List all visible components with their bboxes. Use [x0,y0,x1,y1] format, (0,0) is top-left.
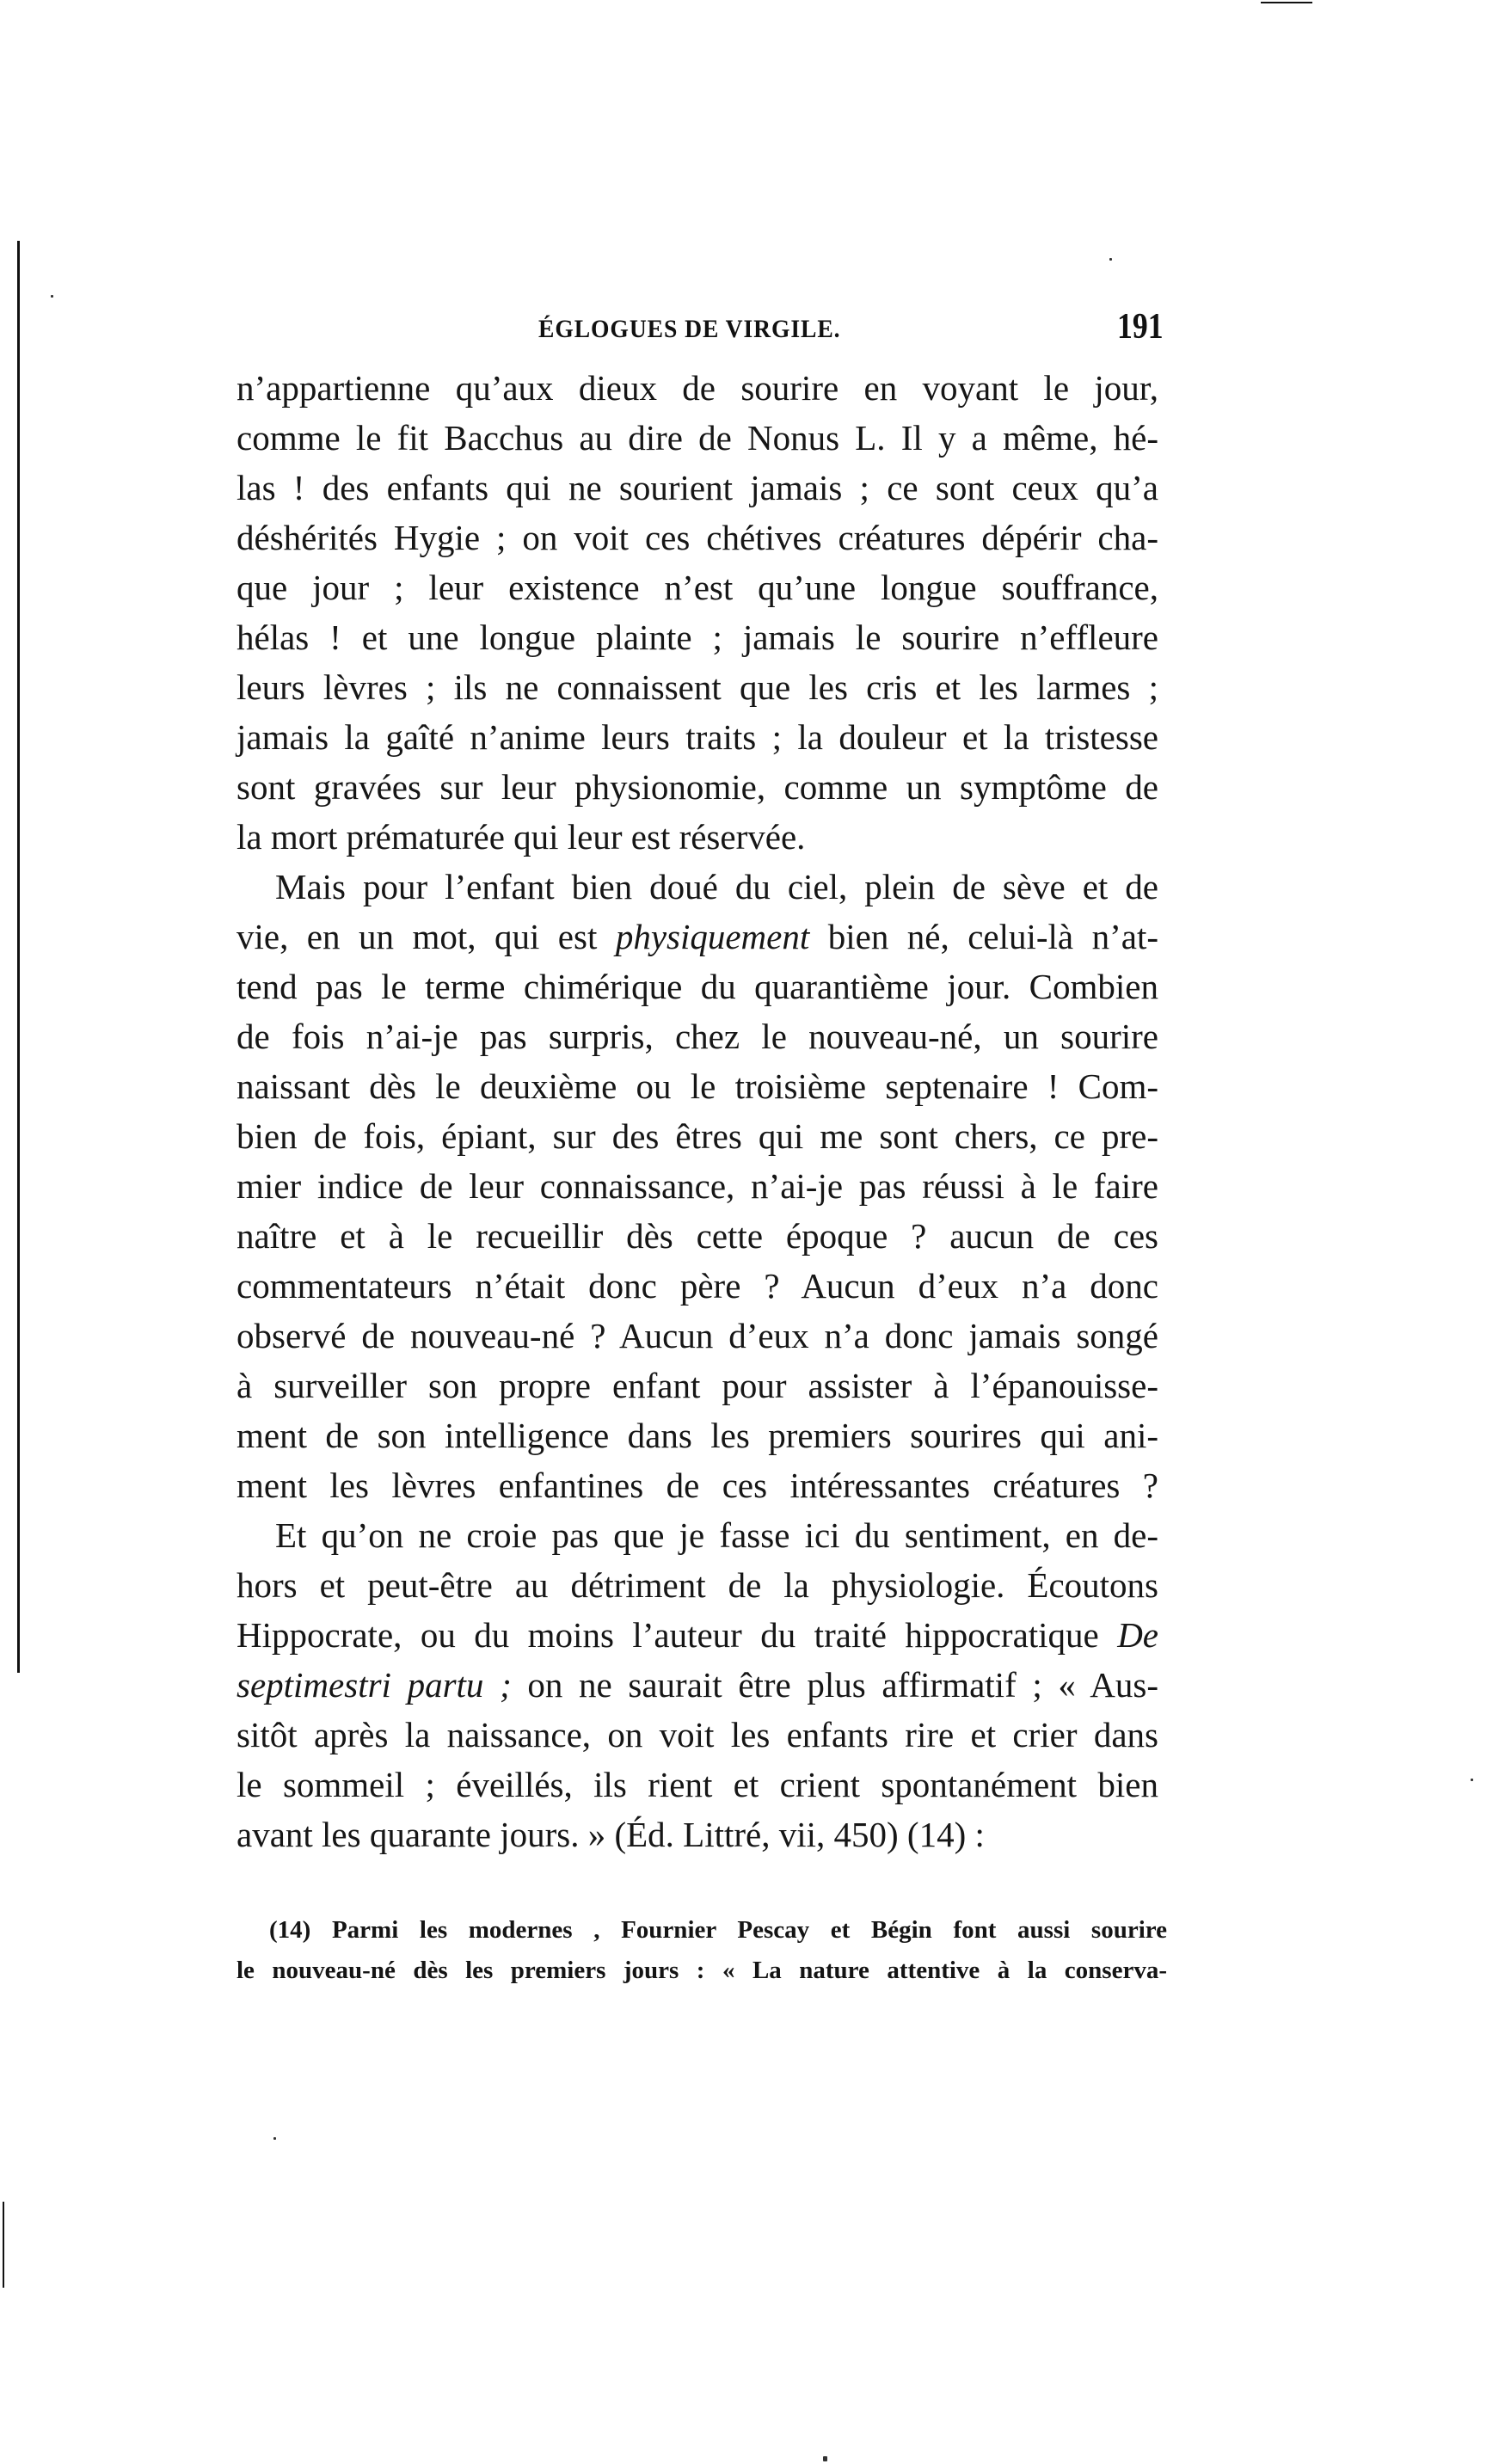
italic-title: septimestri partu ; [236,1665,512,1705]
text-line: ment de son intelligence dans les premiers sourires qui ani- [236,1416,1158,1455]
text-line: leurs lèvres ; ils ne connaissent que les cris et les larmes ; [236,667,1158,707]
scan-margin-line [17,241,20,1673]
text-line: ment les lèvres enfantines de ces intéressantes créatures ? [236,1465,1158,1505]
scan-speck [273,2137,276,2140]
scan-speck [1109,258,1112,261]
text-run: bien né, celui-là n’at- [827,917,1158,956]
text-line: bien de fois, épiant, sur des êtres qui me sont chers, ce pre- [236,1116,1158,1156]
text-line: à surveiller son propre enfant pour assister à l’épanouisse- [236,1366,1158,1405]
running-title: ÉGLOGUES DE VIRGILE. [538,315,841,343]
text-line: tend pas le terme chimérique du quarantième jour. Combien [236,967,1158,1006]
text-line: comme le fit Bacchus au dire de Nonus L. Il y a même, hé- [236,418,1158,458]
text-line: la mort prématurée qui leur est réservée. [236,817,806,857]
scan-speck [51,295,53,298]
text-line: hélas ! et une longue plainte ; jamais le sourire n’effleure [236,618,1158,657]
footnote-line: le nouveau-né dès les premiers jours : « La nature attentive à la conserva- [236,1957,1167,1984]
text-line: jamais la gaîté n’anime leurs traits ; la douleur et la tristesse [236,717,1158,757]
text-line: observé de nouveau-né ? Aucun d’eux n’a donc jamais songé [236,1316,1158,1355]
text-line: déshérités Hygie ; on voit ces chétives créatures dépérir cha- [236,518,1158,557]
text-line: de fois n’ai-je pas surpris, chez le nouveau-né, un sourire [236,1017,1158,1056]
page-number: 191 [1117,307,1164,347]
italic-emphasis: physiquement [615,917,810,956]
scan-top-right-mark [1261,2,1312,3]
text-line: le sommeil ; éveillés, ils rient et crient spontanément bien [236,1765,1158,1804]
text-line: commentateurs n’était donc père ? Aucun d’eux n’a donc [236,1266,1158,1306]
text-line: las ! des enfants qui ne sourient jamais ; ce sont ceux qu’a [236,468,1158,507]
text-line: sitôt après la naissance, on voit les enfants rire et crier dans [236,1715,1158,1754]
scan-speck [1471,1779,1473,1781]
text-line: que jour ; leur existence n’est qu’une longue souffrance, [236,568,1158,607]
text-line: naissant dès le deuxième ou le troisième septenaire ! Com- [236,1066,1158,1106]
scan-speck [823,2456,827,2461]
text-line: sont gravées sur leur physionomie, comme un symptôme de [236,767,1158,807]
footnote-line: (14) Parmi les modernes , Fournier Pescay et Bégin font aussi sourire [269,1916,1167,1944]
text-line [236,1611,1158,1659]
italic-title: De [1117,1615,1158,1655]
text-line [236,912,1158,961]
text-run: on ne saurait être plus affirmatif ; « Aus- [527,1665,1159,1705]
text-line: mier indice de leur connaissance, n’ai-je pas réussi à le faire [236,1166,1158,1206]
text-run: Hippocrate, ou du moins l’auteur du traité hippocratique [236,1615,1099,1655]
text-line: Mais pour l’enfant bien doué du ciel, plein de sève et de [275,867,1158,906]
text-line: n’appartienne qu’aux dieux de sourire en voyant le jour, [236,368,1158,408]
scan-margin-line-lower [3,2202,4,2288]
text-line: hors et peut-être au détriment de la physiologie. Écoutons [236,1565,1158,1605]
text-line: Et qu’on ne croie pas que je fasse ici du sentiment, en de- [275,1515,1158,1555]
text-line [236,1661,1158,1709]
text-run: vie, en un mot, qui est [236,917,598,956]
text-line: avant les quarante jours. » (Éd. Littré, vii, 450) (14) : [236,1815,985,1854]
text-line: naître et à le recueillir dès cette époque ? aucun de ces [236,1216,1158,1256]
